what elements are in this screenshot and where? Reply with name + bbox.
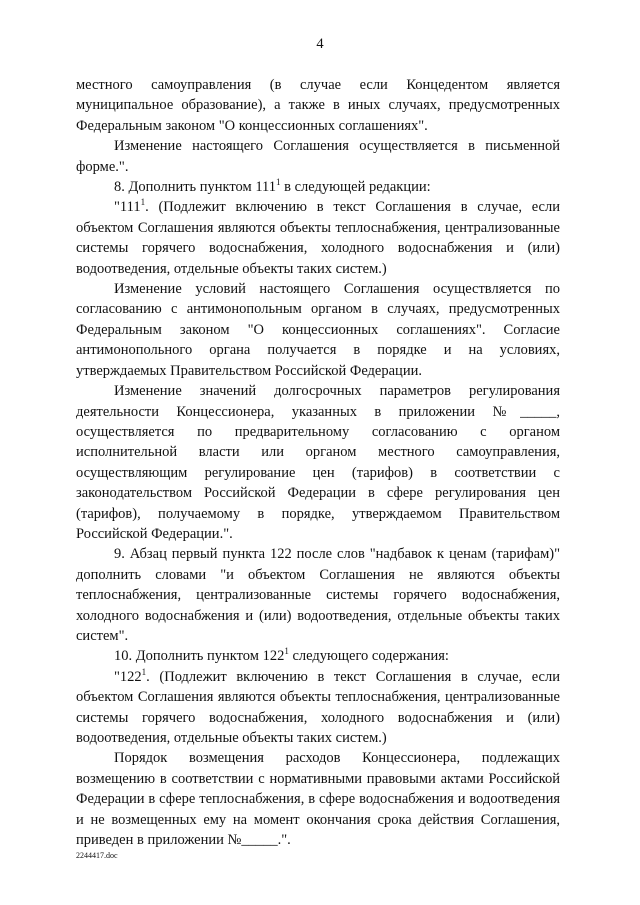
clause-122-number: "122 bbox=[114, 668, 142, 685]
item-10-text: 10. Дополнить пунктом 122 bbox=[114, 648, 285, 665]
paragraph-written-form: Изменение настоящего Соглашения осуществляется в письменной форме.". bbox=[76, 138, 560, 175]
item-8-text-end: в следующей редакции: bbox=[280, 179, 431, 196]
paragraph-continuation: местного самоуправления (в случае если Концедентом является муниципальное образование), а также в иных случаях, предусмотренных Федеральным законом "О концессионных соглашениях". bbox=[76, 77, 560, 134]
clause-111-number: "111 bbox=[114, 199, 141, 216]
superscript: 1 bbox=[141, 666, 147, 677]
paragraph-item-10 bbox=[76, 646, 560, 666]
superscript: 1 bbox=[284, 646, 289, 657]
page-number: 4 bbox=[316, 36, 324, 52]
paragraph-long-term-parameters: Изменение значений долгосрочных параметров регулирования деятельности Концессионера, указанных в приложении №_____, осуществляется по предварительному согласованию с органом исполнительной власти или органом местного самоуправления, осуществляющим регулирование цен (тарифов) в соответствии с законодательством Российской Федерации в сфере регулирования цен (тарифов), получаемому в порядке, утверждаемом Правительством Российской Федерации.". bbox=[76, 383, 560, 542]
document-body bbox=[76, 75, 560, 850]
superscript: 1 bbox=[140, 197, 146, 208]
paragraph-clause-111-1 bbox=[76, 197, 560, 279]
paragraph-item-8 bbox=[76, 177, 560, 197]
paragraph-clause-122-1 bbox=[76, 667, 560, 749]
paragraph-item-9: 9. Абзац первый пункта 122 после слов "надбавок к ценам (тарифам)" дополнить словами "и объектом Соглашения не являются объекты теплоснабжения, централизованные системы горячего водоснабжения, холодного водоснабжения и (или) водоотведения, отдельные объекты таких систем". bbox=[76, 546, 560, 644]
item-8-text: 8. Дополнить пунктом 111 bbox=[114, 179, 277, 196]
paragraph-antimonopoly-consent: Изменение условий настоящего Соглашения осуществляется по согласованию с антимонопольным органом в случаях, предусмотренных Федеральным законом "О концессионных соглашениях". Согласие антимонопольного органа получается в порядке и на условиях, утверждаемых Правительством Российской Федерации. bbox=[76, 281, 560, 379]
footer-document-code: 2244417.doc bbox=[76, 851, 118, 860]
paragraph-expense-reimbursement: Порядок возмещения расходов Концессионера, подлежащих возмещению в соответствии с нормативными правовыми актами Российской Федерации в сфере теплоснабжения, в сфере водоснабжения и водоотведения и не возмещенных ему на момент окончания срока действия Соглашения, приведен в приложении №_____.". bbox=[76, 750, 560, 849]
clause-111-text: . (Подлежит включению в текст Соглашения в случае, если объектом Соглашения являются объекты теплоснабжения, централизованные системы горячего водоснабжения, холодного водоснабжения и (или) водоотведения, отдельные объекты таких систем.) bbox=[76, 199, 560, 277]
clause-122-text: . (Подлежит включению в текст Соглашения в случае, если объектом Соглашения являются объекты теплоснабжения, централизованные системы горячего водоснабжения, холодного водоснабжения и (или) водоотведения, отдельные объекты таких систем.) bbox=[76, 668, 560, 746]
superscript: 1 bbox=[276, 177, 281, 188]
item-10-text-end: следующего содержания: bbox=[288, 648, 449, 665]
